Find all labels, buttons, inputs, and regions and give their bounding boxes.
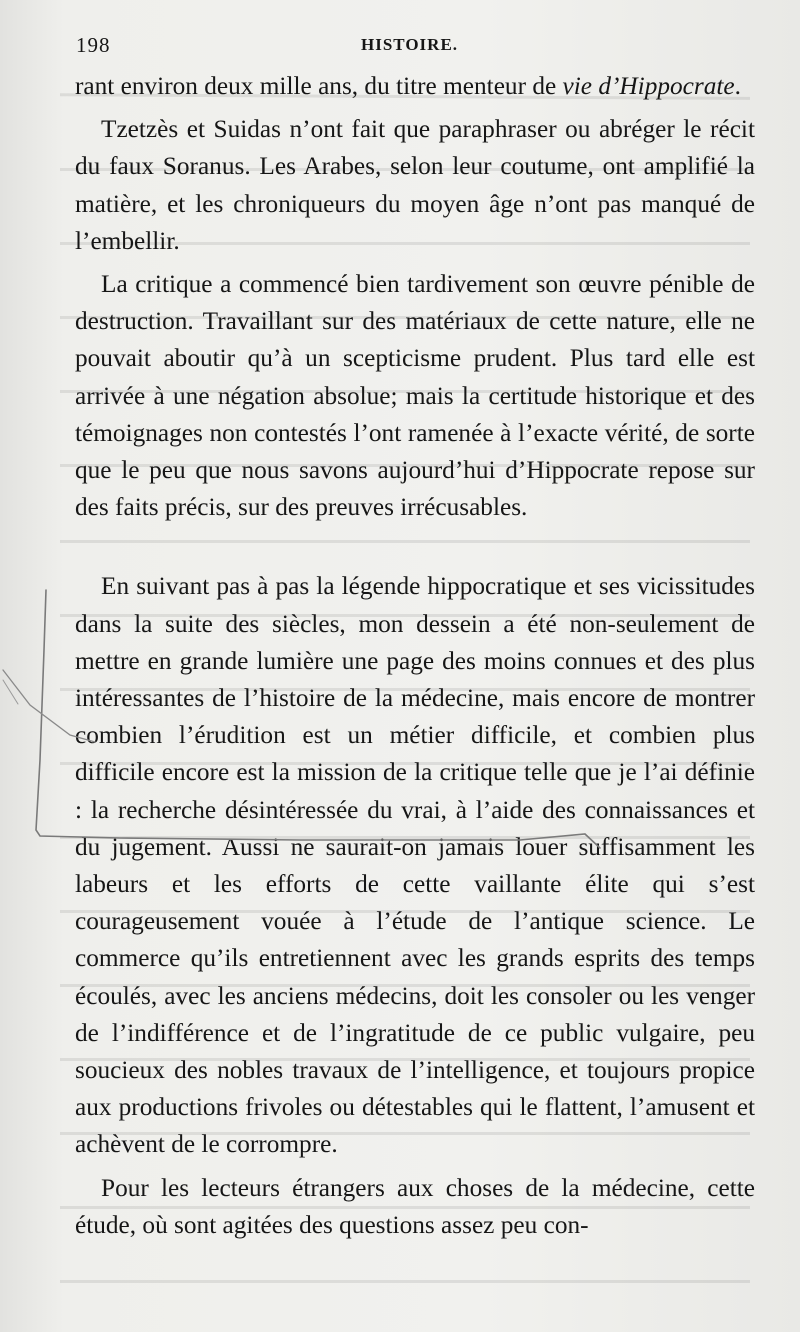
- italic-title: vie d’Hippocrate: [562, 72, 735, 100]
- page-number: 198: [76, 33, 111, 57]
- paragraph-critique: La critique a commencé bien tardivement son œuvre pénible de destruction. Travaillant sur des matériaux de cette nature, elle ne pouvait aboutir qu’à un scepticisme prudent. Plus tard elle est arrivée à une négation absolue; mais la certitude historique et des témoignages non contestés l’ont ramenée à l’exacte vérité, de sorte que le peu que nous savons aujourd’hui d’Hippocrate repose sur des faits précis, sur des preuves irrécusables.: [75, 270, 755, 522]
- paragraph-continuation-text: rant environ deux mille ans, du titre menteur de: [75, 72, 563, 100]
- running-title: HISTOIRE.: [361, 35, 459, 54]
- body-text: [75, 68, 755, 1244]
- paragraph-tzetzes: Tzetzès et Suidas n’ont fait que paraphraser ou abréger le récit du faux Soranus. Les Arabes, selon leur coutume, ont amplifié la matière, et les chroniqueurs du moyen âge n’ont pas manqué de l’embellir.: [75, 115, 755, 255]
- page-header: [76, 33, 756, 59]
- paragraph-continuation-end: .: [734, 72, 741, 100]
- paragraph-lecteurs: Pour les lecteurs étrangers aux choses de la médecine, cette étude, où sont agitées des questions assez peu con-: [75, 1173, 755, 1239]
- paragraph-legende: En suivant pas à pas la légende hippocratique et ses vicissitudes dans la suite des siècles, mon dessein a été non-seulement de mettre en grande lumière une page des moins connues et des plus intéressantes de l’histoire de la médecine, mais encore de montrer combien l’érudition est un métier difficile, et combien plus difficile encore est la mission de la critique telle que je l’ai définie : la recherche désintéressée du vrai, à l’aide des connaissances et du jugement. Aussi ne saurait-on jamais louer suffisamment les labeurs et les efforts de cette vaillante élite qui s’est courageusement vouée à l’étude de l’antique science. Le commerce qu’ils entretiennent avec les grands esprits des temps écoulés, avec les anciens médecins, doit les consoler ou les venger de l’indifférence et de l’ingratitude de ce public vulgaire, peu soucieux des nobles travaux de l’intelligence, et toujours propice aux productions frivoles ou détestables qui le flattent, l’amusent et achèvent de le corrompre.: [75, 572, 755, 1159]
- paragraph-continuation: [75, 68, 755, 105]
